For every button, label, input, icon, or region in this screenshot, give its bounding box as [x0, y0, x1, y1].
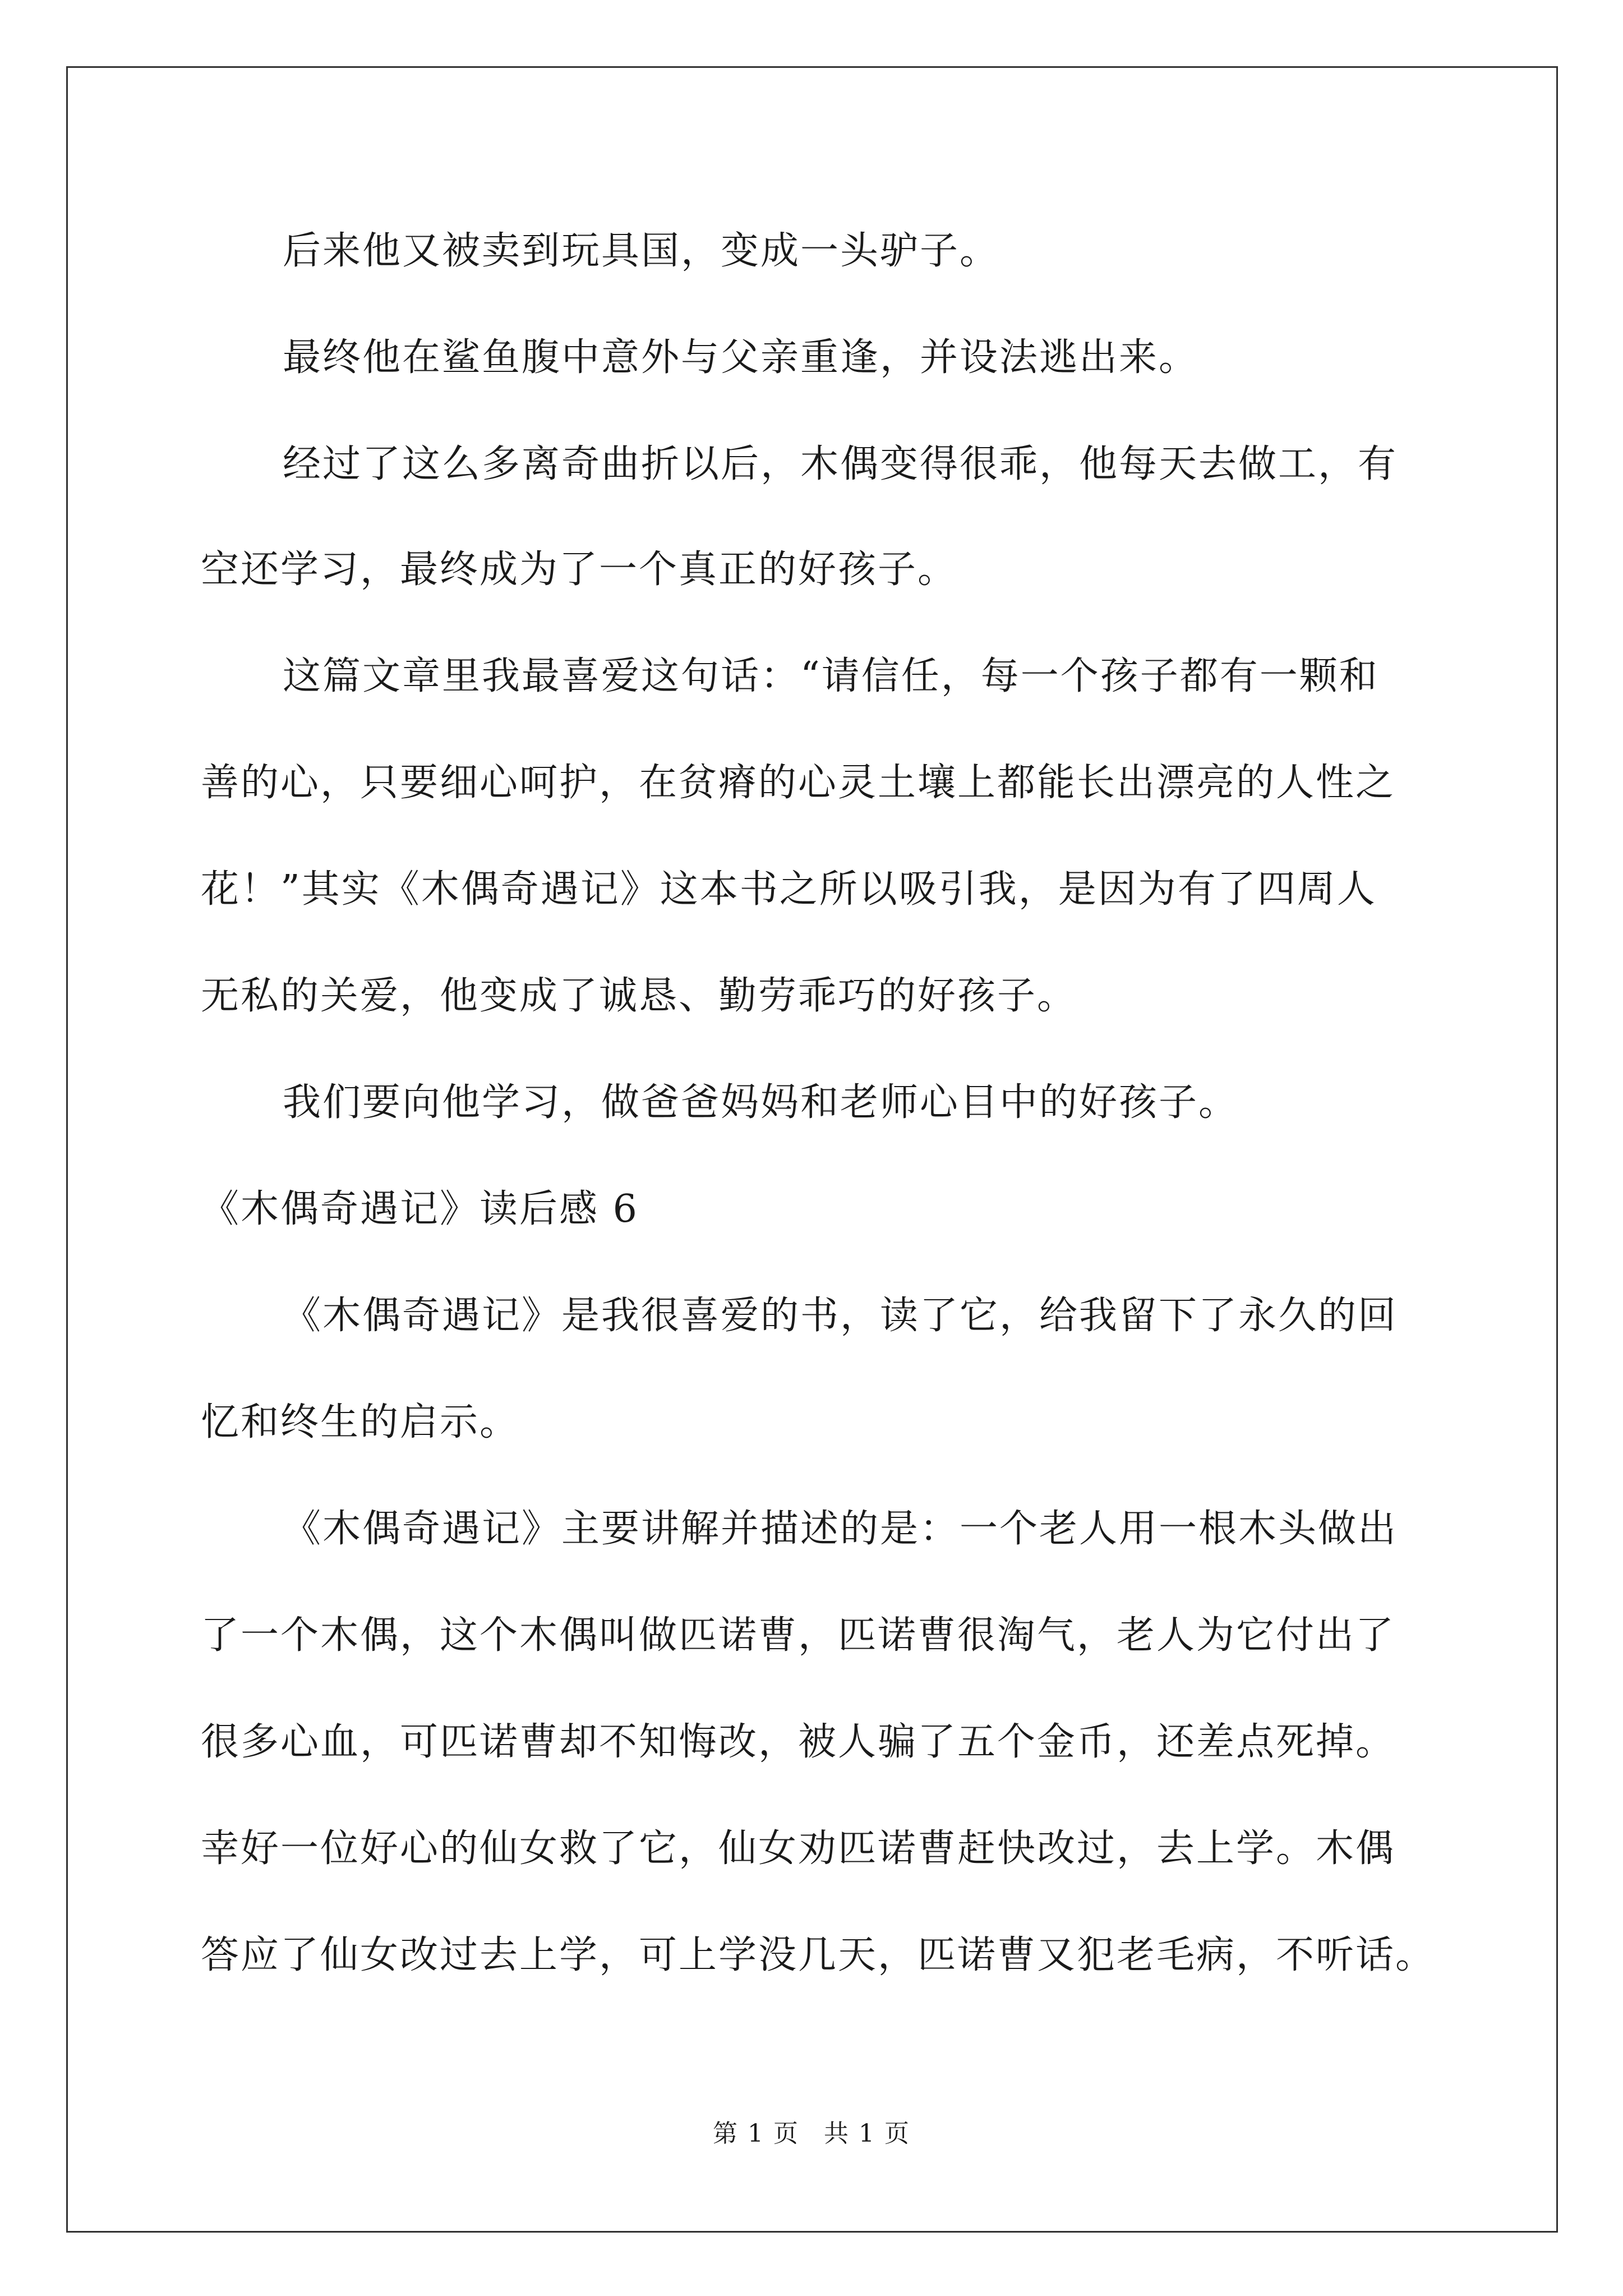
- paragraph-line: 幸好一位好心的仙女救了它，仙女劝匹诺曹赶快改过，去上学。木偶: [201, 1826, 1396, 1871]
- page-total: 共 1 页: [824, 2119, 910, 2148]
- paragraph-line: 忆和终生的启示。: [201, 1400, 520, 1444]
- paragraph-line: 《木偶奇遇记》是我很喜爱的书，读了它，给我留下了永久的回: [283, 1294, 1398, 1338]
- page-number: 第 1 页: [713, 2119, 799, 2148]
- paragraph-line: 很多心血，可匹诺曹却不知悔改，被人骗了五个金币，还差点死掉。: [201, 1720, 1396, 1764]
- paragraph-line: 后来他又被卖到玩具国，变成一头驴子。: [283, 229, 1000, 273]
- paragraph-line: 空还学习，最终成为了一个真正的好孩子。: [201, 547, 958, 592]
- paragraph-line: 无私的关爱，他变成了诚恳、勤劳乖巧的好孩子。: [201, 974, 1077, 1018]
- paragraph-line: 最终他在鲨鱼腹中意外与父亲重逢，并设法逃出来。: [283, 335, 1199, 380]
- section-heading: 《木偶奇遇记》读后感 6: [201, 1187, 639, 1231]
- paragraph-line: 了一个木偶，这个木偶叫做匹诺曹，匹诺曹很淘气，老人为它付出了: [201, 1613, 1396, 1658]
- paragraph-line: 经过了这么多离奇曲折以后，木偶变得很乖，他每天去做工，有: [283, 442, 1398, 486]
- paragraph-line: 答应了仙女改过去上学，可上学没几天，匹诺曹又犯老毛病，不听话。: [201, 1933, 1436, 1977]
- page-border: [66, 66, 1558, 2233]
- paragraph-line: 这篇文章里我最喜爱这句话：“请信任，每一个孩子都有一颗和: [283, 654, 1379, 698]
- paragraph-line: 《木偶奇遇记》主要讲解并描述的是：一个老人用一根木头做出: [283, 1507, 1398, 1551]
- paragraph-line: 我们要向他学习，做爸爸妈妈和老师心目中的好孩子。: [283, 1080, 1239, 1125]
- paragraph-line: 善的心，只要细心呵护，在贫瘠的心灵土壤上都能长出漂亮的人性之: [201, 761, 1396, 805]
- paragraph-line: 花！”其实《木偶奇遇记》这本书之所以吸引我，是因为有了四周人: [201, 867, 1377, 912]
- page-footer: [0, 2117, 1623, 2151]
